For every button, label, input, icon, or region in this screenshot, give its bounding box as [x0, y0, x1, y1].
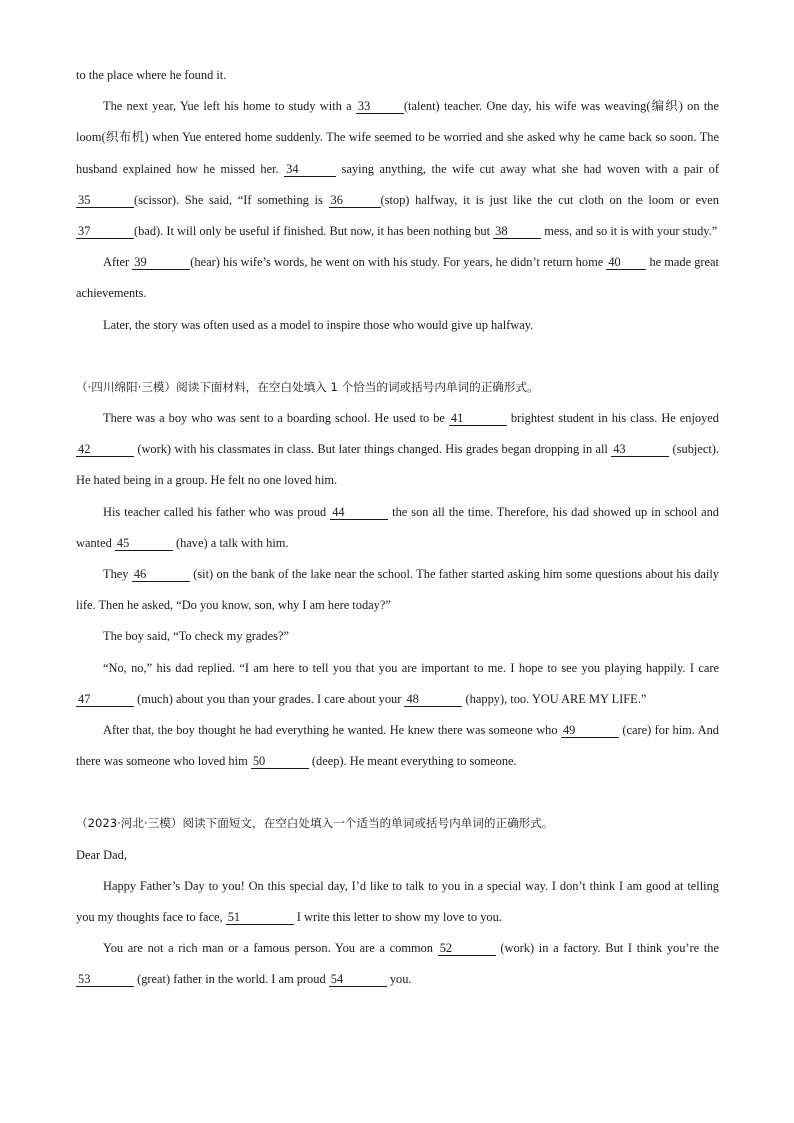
text: Happy Father’s Day to you! On this special day, I’d like to talk to you in a special way. I don’t think I am good at telling you my thoughts face to face, [76, 878, 719, 925]
blank-52[interactable]: 52 [438, 941, 496, 956]
text: (bad). It will only be useful if finished. But now, it has been nothing but [134, 224, 494, 239]
text: (sit) on the bank of the lake near the school. The father started asking him some questions about his daily life. Then he asked, “Do you know, son, why I am here today?” [76, 567, 719, 613]
blank-34[interactable]: 34 [284, 162, 336, 177]
text: His teacher called his father who was proud [103, 504, 331, 519]
text: You are not a rich man or a famous person. You are a common [103, 941, 438, 956]
blank-40[interactable]: 40 [606, 255, 646, 270]
blank-44[interactable]: 44 [330, 505, 388, 520]
section-heading: （·四川绵阳·三模）阅读下面材料，在空白处填入 1 个恰当的词或括号内单词的正确形式。 [76, 379, 539, 394]
blank-39[interactable]: 39 [132, 255, 190, 270]
blank-51[interactable]: 51 [226, 910, 294, 925]
blank-49[interactable]: 49 [561, 723, 619, 738]
text: (scissor). She said, “If something is [134, 192, 329, 207]
text: (deep). He meant everything to someone. [308, 754, 517, 769]
text: the son all the time. Therefore, his dad showed up in school and wanted [76, 504, 720, 550]
text: saying anything, the wife cut away what she had woven with a pair of [336, 161, 719, 176]
text: They [103, 567, 132, 582]
blank-53[interactable]: 53 [76, 972, 134, 987]
paragraph [76, 653, 719, 715]
text: (hear) his wife’s words, he went on with his study. For years, he didn’t return home [190, 255, 607, 270]
text: (have) a talk with him. [172, 535, 289, 550]
blank-41[interactable]: 41 [449, 411, 507, 426]
text: (much) about you than your grades. I care about your [134, 691, 405, 706]
blank-48[interactable]: 48 [404, 692, 462, 707]
text: (work) with his classmates in class. But later things changed. His grades began dropping in all [134, 442, 612, 457]
paragraph [76, 871, 719, 933]
blank-47[interactable]: 47 [76, 692, 134, 707]
text: (care) for him. And there was someone who loved him [76, 723, 719, 769]
paragraph [76, 403, 719, 497]
blank-42[interactable]: 42 [76, 442, 134, 457]
text: “No, no,” his dad replied. “I am here to tell you that you are important to me. I hope to see you playing happily. I care [103, 660, 719, 675]
text: you. [386, 972, 412, 987]
blank-36[interactable]: 36 [329, 193, 381, 208]
text: to the place where he found it. [76, 68, 227, 82]
text: I write this letter to show my love to you. [293, 910, 502, 925]
paragraph [76, 497, 719, 559]
letter-greeting: Dear Dad, [76, 847, 127, 862]
text: he made great achievements. [76, 255, 719, 301]
section-heading: （2023·河北·三模）阅读下面短文，在空白处填入一个适当的单词或括号内单词的正确形式。 [76, 816, 554, 831]
text: After [103, 255, 133, 270]
text: The boy said, “To check my grades?” [103, 629, 289, 644]
text: (great) father in the world. I am proud [134, 972, 329, 987]
text: (subject). He hated being in a group. He felt no one loved him. [76, 442, 720, 488]
blank-37[interactable]: 37 [76, 224, 134, 239]
paragraph [76, 559, 719, 621]
blank-38[interactable]: 38 [493, 224, 541, 239]
text: (talent) teacher. One day, his wife was weaving(编织) on the loom(织布机) when Yue entered home suddenly. The wife seemed to be worried and she asked why he came back so soon. The husband explained how he missed her. [76, 99, 719, 176]
paragraph [76, 247, 719, 309]
paragraph [76, 91, 719, 247]
paragraph [76, 621, 719, 652]
blank-35[interactable]: 35 [76, 193, 134, 208]
blank-33[interactable]: 33 [356, 99, 404, 114]
text: After that, the boy thought he had everything he wanted. He knew there was someone who [103, 723, 561, 738]
blank-45[interactable]: 45 [115, 536, 173, 551]
document-page [76, 60, 719, 996]
text: (work) in a factory. But I think you’re the [495, 941, 719, 956]
text: brightest student in his class. He enjoyed [506, 411, 719, 426]
text: There was a boy who was sent to a boarding school. He used to be [103, 411, 449, 426]
text: mess, and so it is with your study.” [541, 224, 718, 239]
paragraph [76, 60, 719, 91]
text: (happy), too. YOU ARE MY LIFE.” [462, 691, 647, 706]
text: The next year, Yue left his home to study with a [103, 99, 356, 114]
blank-46[interactable]: 46 [132, 567, 190, 582]
text: Later, the story was often used as a model to inspire those who would give up halfway. [103, 317, 534, 332]
paragraph [76, 715, 719, 777]
paragraph [76, 933, 719, 995]
blank-43[interactable]: 43 [611, 442, 669, 457]
paragraph [76, 310, 719, 341]
blank-54[interactable]: 54 [329, 972, 387, 987]
blank-50[interactable]: 50 [251, 754, 309, 769]
text: (stop) halfway, it is just like the cut cloth on the loom or even [380, 192, 719, 207]
